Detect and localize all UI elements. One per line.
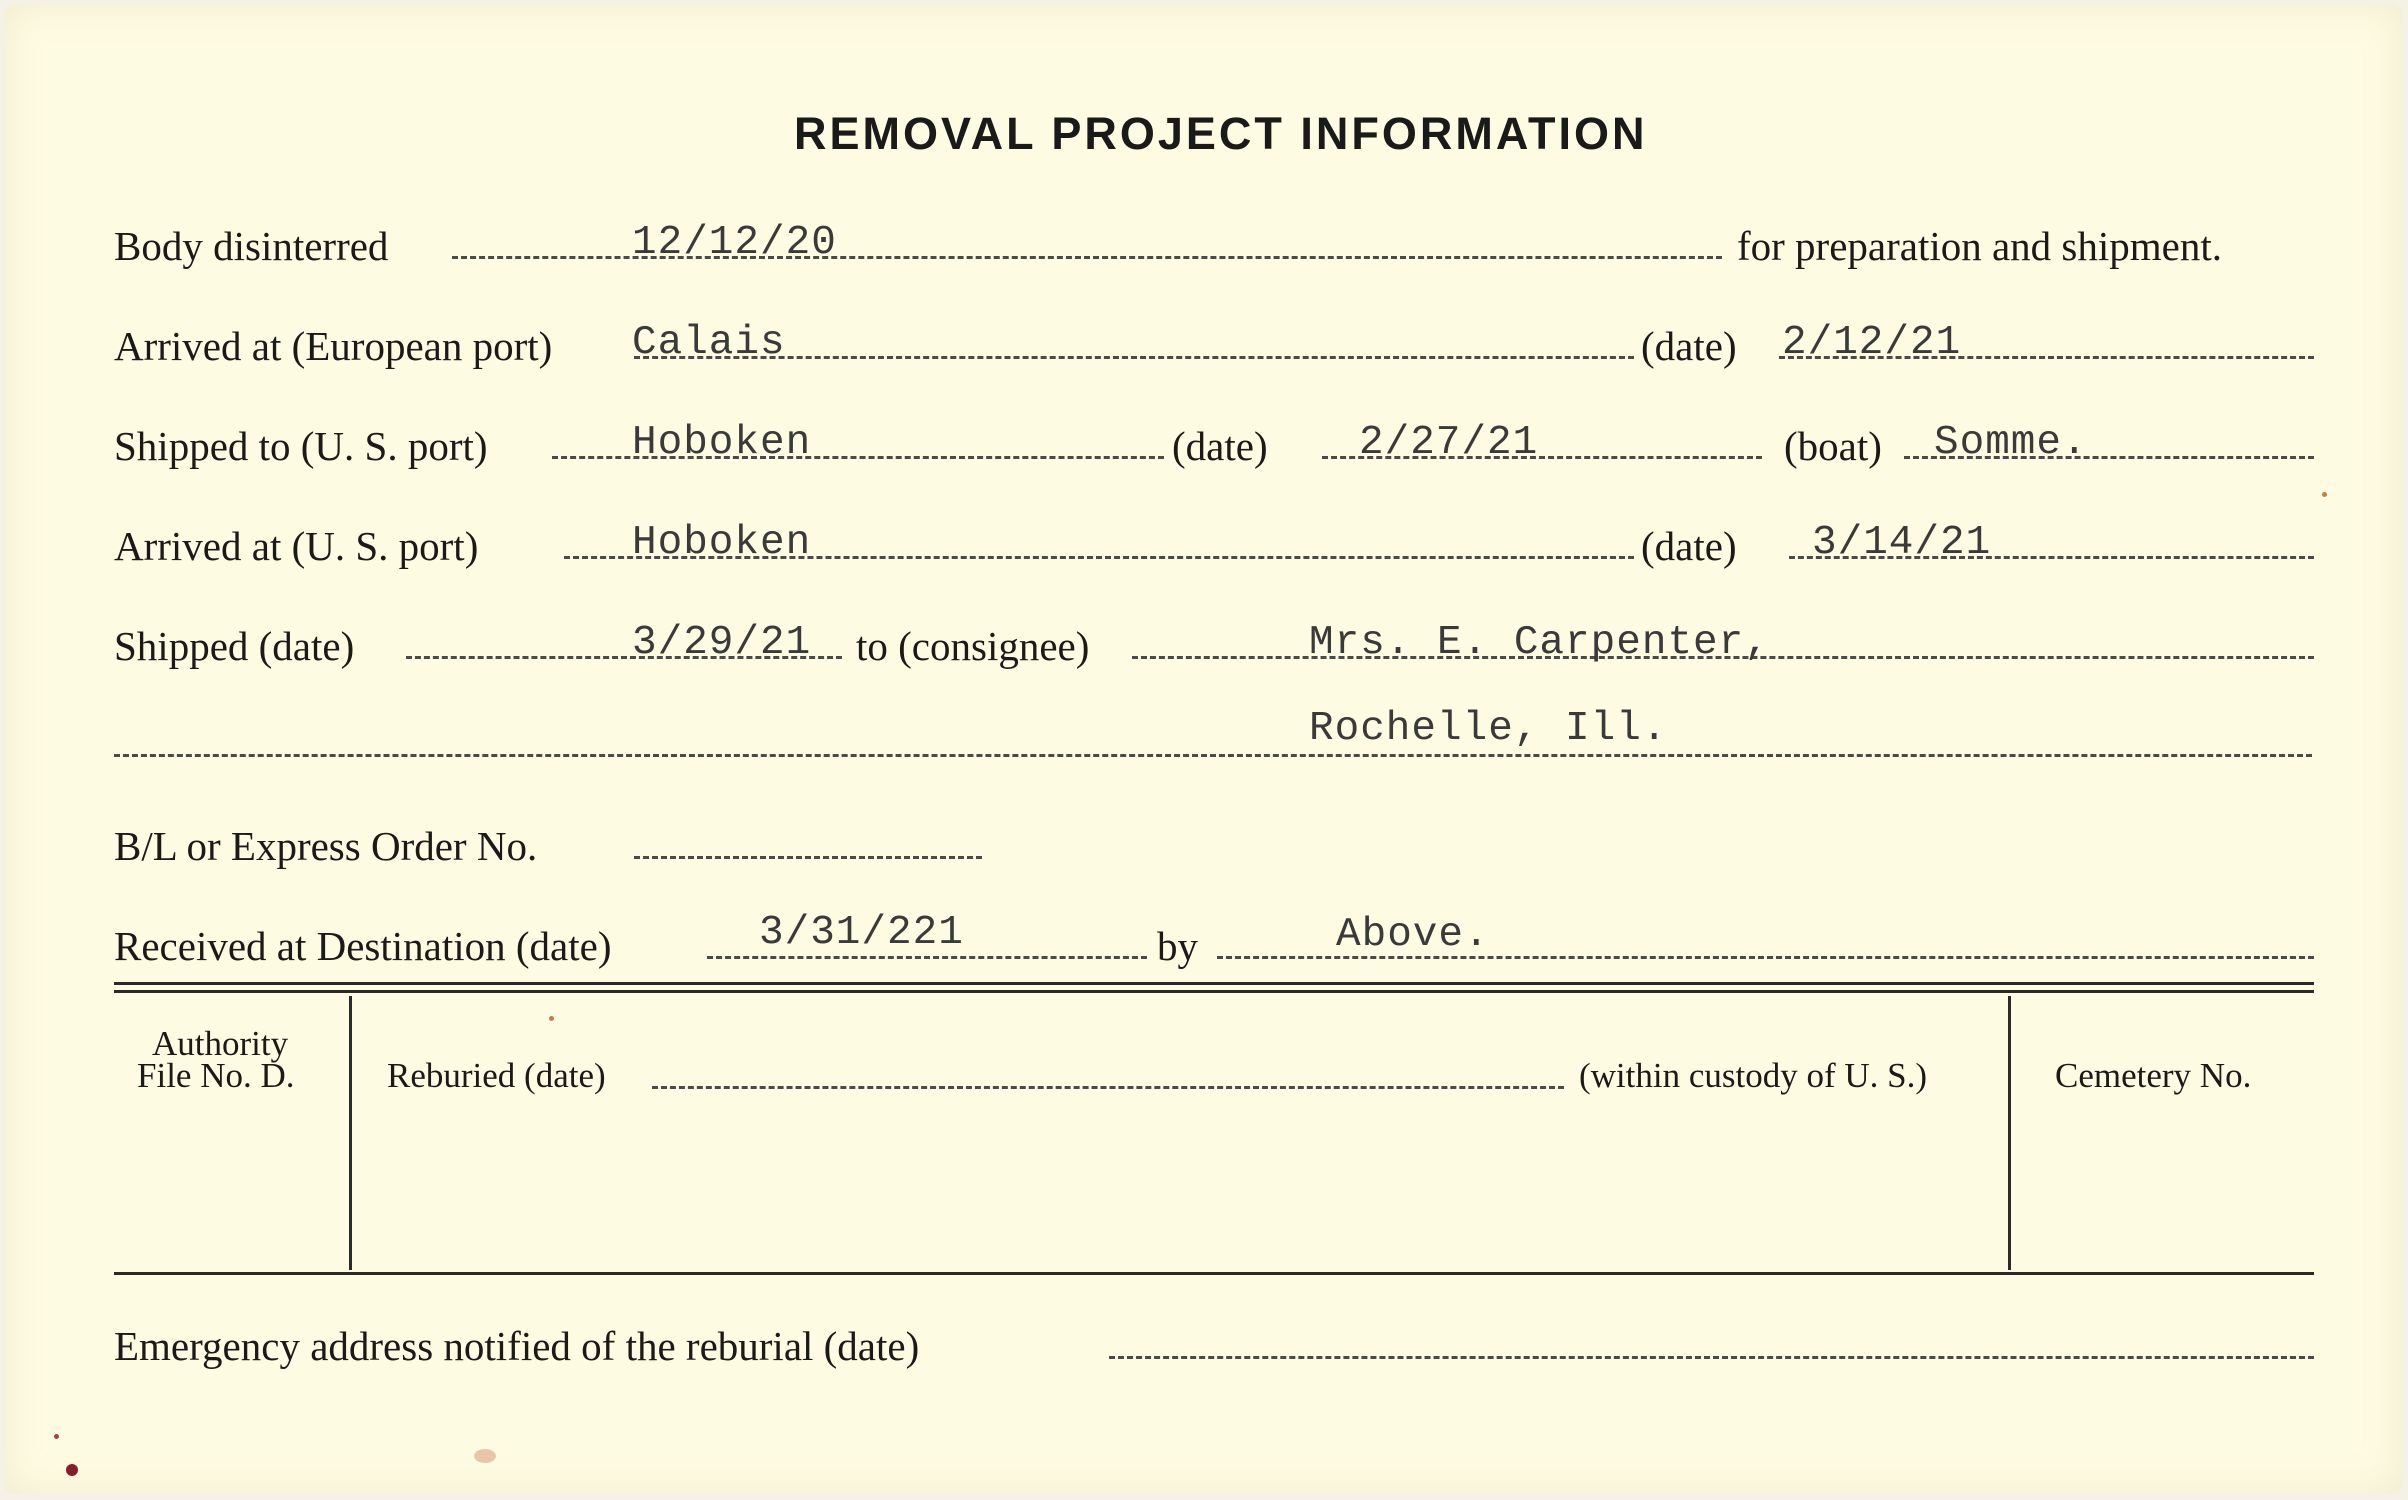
value-received-date: 3/31/221 bbox=[759, 910, 964, 956]
box-top-rule-1 bbox=[114, 982, 2314, 985]
received-date-line bbox=[707, 956, 1147, 959]
box-bottom-rule bbox=[114, 1272, 2314, 1275]
value-european-date: 2/12/21 bbox=[1782, 320, 1962, 366]
box-top-rule-2 bbox=[114, 990, 2314, 993]
emergency-date-line bbox=[1109, 1356, 2314, 1359]
label-file-no: File No. D. bbox=[137, 1056, 295, 1095]
value-consignee-address: Rochelle, Ill. bbox=[1309, 706, 1668, 752]
stain-speck bbox=[2322, 492, 2327, 497]
label-shipped-to-us: Shipped to (U. S. port) bbox=[114, 423, 488, 469]
label-bl-order: B/L or Express Order No. bbox=[114, 823, 538, 869]
bl-order-line bbox=[634, 856, 982, 859]
box-divider-left bbox=[349, 996, 352, 1270]
label-by: by bbox=[1157, 923, 1198, 969]
consignee-address-line bbox=[114, 754, 2312, 757]
value-boat: Somme. bbox=[1934, 420, 2088, 466]
label-shipped-date-row: Shipped (date) bbox=[114, 623, 355, 669]
record-card bbox=[4, 4, 2402, 1494]
value-us-arrived-date: 3/14/21 bbox=[1812, 520, 1992, 566]
stain-speck bbox=[66, 1464, 78, 1476]
value-shipped-date: 3/29/21 bbox=[632, 620, 812, 666]
value-european-port: Calais bbox=[632, 320, 786, 366]
label-shipped-date: (date) bbox=[1172, 423, 1268, 469]
label-european-date: (date) bbox=[1641, 323, 1737, 369]
label-emergency: Emergency address notified of the reburial (date) bbox=[114, 1323, 920, 1369]
card-title: REMOVAL PROJECT INFORMATION bbox=[794, 108, 1648, 159]
stain-speck bbox=[54, 1434, 59, 1439]
value-received-by: Above. bbox=[1336, 912, 1490, 958]
box-divider-right bbox=[2008, 996, 2011, 1270]
label-within-custody: (within custody of U. S.) bbox=[1579, 1056, 1928, 1095]
reburied-date-line bbox=[652, 1086, 1564, 1089]
stain-speck bbox=[474, 1449, 496, 1463]
label-authority: Authority bbox=[152, 1024, 289, 1063]
label-to-consignee: to (consignee) bbox=[856, 623, 1090, 669]
value-us-port-shipped: Hoboken bbox=[632, 420, 812, 466]
label-cemetery-no: Cemetery No. bbox=[2055, 1056, 2252, 1095]
label-reburied: Reburied (date) bbox=[387, 1056, 606, 1095]
label-arrived-us: Arrived at (U. S. port) bbox=[114, 523, 479, 569]
label-boat: (boat) bbox=[1784, 423, 1882, 469]
stain-speck bbox=[549, 1016, 554, 1021]
label-received-destination: Received at Destination (date) bbox=[114, 923, 612, 969]
label-for-preparation: for preparation and shipment. bbox=[1737, 223, 2223, 269]
value-shipped-us-date: 2/27/21 bbox=[1359, 420, 1539, 466]
label-body-disinterred: Body disinterred bbox=[114, 223, 389, 269]
value-consignee: Mrs. E. Carpenter, bbox=[1309, 620, 1770, 666]
label-arrived-european: Arrived at (European port) bbox=[114, 323, 553, 369]
label-arrived-us-date: (date) bbox=[1641, 523, 1737, 569]
value-disinterred-date: 12/12/20 bbox=[632, 220, 837, 266]
value-us-port-arrived: Hoboken bbox=[632, 520, 812, 566]
